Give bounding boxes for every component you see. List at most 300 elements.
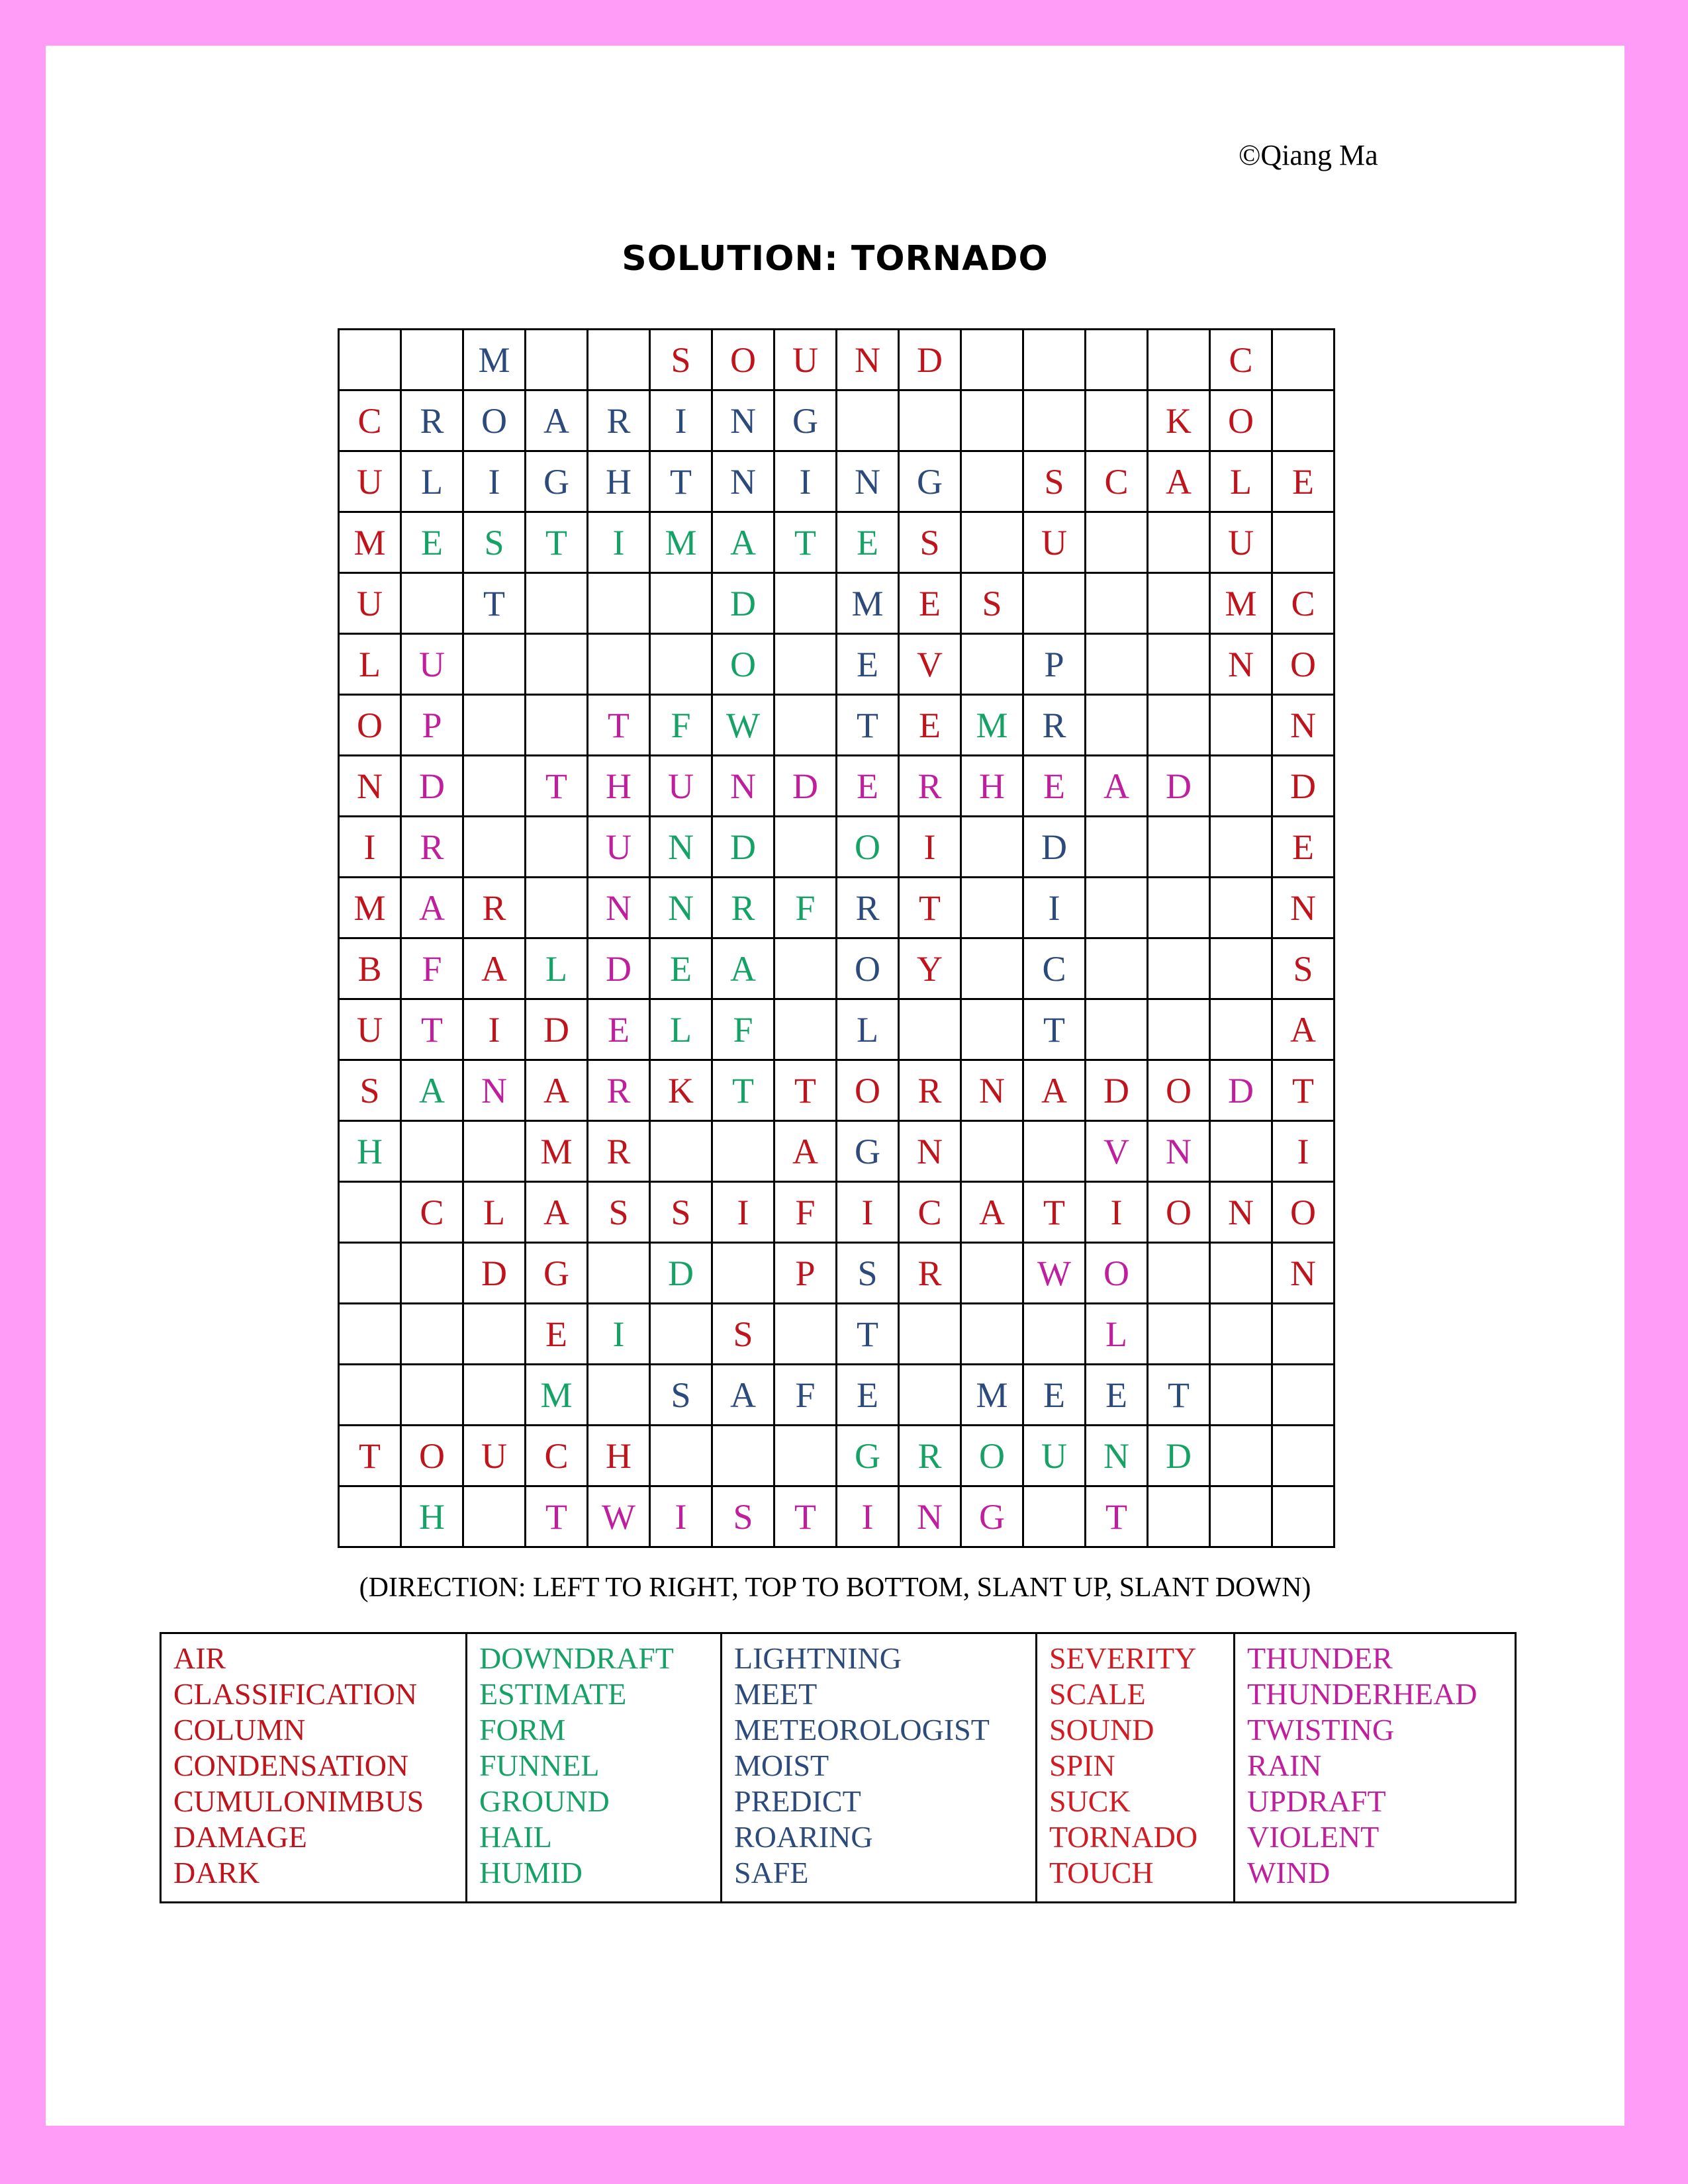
word-bank-word: SEVERITY <box>1049 1641 1197 1675</box>
grid-cell <box>526 817 588 878</box>
grid-cell <box>401 1243 463 1304</box>
grid-cell: E <box>899 695 961 756</box>
grid-cell: M <box>650 512 712 573</box>
word-bank-word: MEET <box>734 1677 818 1711</box>
grid-cell: S <box>712 1304 774 1365</box>
grid-cell: E <box>650 938 712 999</box>
word-bank-word: MOIST <box>734 1749 829 1782</box>
grid-cell: R <box>588 1121 650 1182</box>
grid-cell <box>1210 999 1272 1060</box>
grid-cell <box>526 634 588 695</box>
grid-cell <box>1023 573 1086 634</box>
grid-cell: D <box>1086 1060 1148 1121</box>
grid-cell: A <box>526 390 588 451</box>
grid-row <box>339 390 1335 451</box>
grid-cell <box>1272 1365 1335 1426</box>
grid-cell <box>961 999 1023 1060</box>
grid-cell <box>588 1243 650 1304</box>
grid-cell: P <box>401 695 463 756</box>
grid-cell: D <box>526 999 588 1060</box>
grid-cell <box>339 1365 401 1426</box>
grid-cell: P <box>774 1243 837 1304</box>
grid-cell <box>961 878 1023 938</box>
grid-cell: L <box>837 999 899 1060</box>
word-bank-word: FORM <box>479 1713 566 1747</box>
grid-cell: M <box>1210 573 1272 634</box>
grid-cell: S <box>1272 938 1335 999</box>
grid-cell <box>1086 817 1148 878</box>
grid-cell: N <box>1272 695 1335 756</box>
grid-cell: M <box>463 330 526 390</box>
grid-cell: S <box>339 1060 401 1121</box>
grid-cell: G <box>961 1486 1023 1547</box>
grid-cell: D <box>1148 756 1210 817</box>
grid-row <box>339 1304 1335 1365</box>
grid-cell <box>774 1304 837 1365</box>
grid-cell <box>1210 695 1272 756</box>
grid-cell: H <box>339 1121 401 1182</box>
grid-cell <box>774 999 837 1060</box>
grid-row <box>339 695 1335 756</box>
word-bank-column-5 <box>1235 1633 1516 1903</box>
grid-cell <box>1086 695 1148 756</box>
grid-cell: D <box>1023 817 1086 878</box>
grid-cell <box>1210 756 1272 817</box>
grid-cell: I <box>588 512 650 573</box>
grid-cell: V <box>1086 1121 1148 1182</box>
grid-cell: A <box>1086 756 1148 817</box>
grid-cell <box>339 1243 401 1304</box>
grid-cell: R <box>463 878 526 938</box>
grid-cell: I <box>899 817 961 878</box>
grid-cell <box>961 512 1023 573</box>
word-bank-word: ESTIMATE <box>479 1677 627 1711</box>
grid-cell <box>463 817 526 878</box>
grid-cell: N <box>1086 1426 1148 1486</box>
grid-cell <box>401 1304 463 1365</box>
grid-cell: G <box>837 1121 899 1182</box>
grid-cell: T <box>1272 1060 1335 1121</box>
grid-cell <box>526 878 588 938</box>
grid-cell <box>650 634 712 695</box>
grid-cell <box>588 1365 650 1426</box>
grid-cell: H <box>588 756 650 817</box>
grid-cell <box>1210 1486 1272 1547</box>
grid-cell: N <box>899 1121 961 1182</box>
grid-cell: N <box>1272 878 1335 938</box>
grid-row <box>339 999 1335 1060</box>
grid-cell <box>1272 512 1335 573</box>
grid-cell: T <box>1086 1486 1148 1547</box>
word-bank-column-2 <box>467 1633 722 1903</box>
grid-cell: I <box>837 1486 899 1547</box>
grid-cell <box>1086 573 1148 634</box>
grid-cell: C <box>401 1182 463 1243</box>
grid-cell <box>401 1121 463 1182</box>
grid-cell: N <box>1210 634 1272 695</box>
grid-cell: C <box>1210 330 1272 390</box>
grid-cell: U <box>1210 512 1272 573</box>
word-bank-word: GROUND <box>479 1784 610 1818</box>
grid-row <box>339 756 1335 817</box>
grid-cell: G <box>774 390 837 451</box>
grid-cell <box>1086 999 1148 1060</box>
grid-cell <box>463 695 526 756</box>
grid-cell: L <box>650 999 712 1060</box>
grid-cell: E <box>1086 1365 1148 1426</box>
grid-cell: R <box>899 756 961 817</box>
grid-cell <box>961 938 1023 999</box>
grid-cell <box>1086 634 1148 695</box>
grid-cell: I <box>712 1182 774 1243</box>
grid-cell: S <box>650 330 712 390</box>
grid-cell: W <box>1023 1243 1086 1304</box>
grid-cell: A <box>1272 999 1335 1060</box>
word-bank-word: METEOROLOGIST <box>734 1713 990 1747</box>
grid-cell <box>588 634 650 695</box>
grid-cell <box>463 1365 526 1426</box>
grid-cell <box>961 817 1023 878</box>
grid-cell <box>1086 512 1148 573</box>
grid-cell <box>650 1304 712 1365</box>
grid-cell: N <box>650 878 712 938</box>
grid-cell <box>961 1304 1023 1365</box>
grid-cell <box>774 1426 837 1486</box>
grid-cell: D <box>712 573 774 634</box>
grid-cell <box>1148 330 1210 390</box>
grid-cell <box>1210 1304 1272 1365</box>
grid-cell <box>712 1121 774 1182</box>
grid-cell: N <box>899 1486 961 1547</box>
grid-cell: I <box>1023 878 1086 938</box>
grid-cell <box>1210 878 1272 938</box>
grid-cell: A <box>401 878 463 938</box>
direction-note: (DIRECTION: LEFT TO RIGHT, TOP TO BOTTOM, SLANT UP, SLANT DOWN) <box>359 1572 1311 1603</box>
grid-cell <box>899 1304 961 1365</box>
grid-cell: R <box>899 1426 961 1486</box>
grid-cell: D <box>463 1243 526 1304</box>
grid-cell: I <box>650 1486 712 1547</box>
word-bank-word: THUNDERHEAD <box>1247 1677 1477 1711</box>
grid-cell: U <box>1023 1426 1086 1486</box>
grid-cell: D <box>774 756 837 817</box>
word-bank-word: UPDRAFT <box>1247 1784 1386 1818</box>
word-bank-column-4 <box>1037 1633 1235 1903</box>
grid-cell: E <box>837 1365 899 1426</box>
grid-cell: G <box>526 451 588 512</box>
grid-cell: F <box>401 938 463 999</box>
grid-cell: N <box>650 817 712 878</box>
grid-cell <box>526 695 588 756</box>
grid-cell: T <box>401 999 463 1060</box>
grid-row <box>339 634 1335 695</box>
word-bank-word: WIND <box>1247 1856 1331 1889</box>
grid-cell: T <box>712 1060 774 1121</box>
grid-cell <box>588 573 650 634</box>
grid-cell: I <box>1086 1182 1148 1243</box>
grid-cell: O <box>1148 1182 1210 1243</box>
grid-cell: N <box>712 451 774 512</box>
word-bank-word: THUNDER <box>1247 1641 1393 1675</box>
grid-cell: T <box>526 756 588 817</box>
grid-cell: U <box>339 573 401 634</box>
grid-cell <box>1148 1243 1210 1304</box>
grid-cell <box>1210 1365 1272 1426</box>
grid-cell: H <box>401 1486 463 1547</box>
grid-row <box>339 330 1335 390</box>
grid-cell: T <box>526 1486 588 1547</box>
grid-cell: N <box>339 756 401 817</box>
grid-cell <box>463 756 526 817</box>
grid-cell: M <box>526 1121 588 1182</box>
grid-row <box>339 512 1335 573</box>
grid-cell: I <box>463 999 526 1060</box>
grid-cell: A <box>526 1182 588 1243</box>
grid-cell <box>401 1365 463 1426</box>
grid-cell: S <box>463 512 526 573</box>
grid-cell: N <box>1272 1243 1335 1304</box>
grid-cell: F <box>774 878 837 938</box>
word-bank-word: LIGHTNING <box>734 1641 902 1675</box>
grid-cell: D <box>650 1243 712 1304</box>
grid-row <box>339 573 1335 634</box>
word-bank-word: CONDENSATION <box>173 1749 409 1782</box>
grid-cell: T <box>588 695 650 756</box>
grid-cell: T <box>1148 1365 1210 1426</box>
grid-cell: O <box>837 1060 899 1121</box>
grid-cell <box>961 390 1023 451</box>
grid-cell: N <box>712 756 774 817</box>
grid-cell: A <box>712 512 774 573</box>
grid-cell: T <box>339 1426 401 1486</box>
word-bank-word: TORNADO <box>1049 1820 1198 1854</box>
grid-cell <box>339 330 401 390</box>
grid-cell <box>961 634 1023 695</box>
grid-cell: I <box>339 817 401 878</box>
grid-row <box>339 938 1335 999</box>
grid-cell <box>899 1365 961 1426</box>
grid-cell: E <box>588 999 650 1060</box>
word-bank-word: DAMAGE <box>173 1820 307 1854</box>
grid-cell: T <box>837 695 899 756</box>
grid-cell: O <box>837 938 899 999</box>
grid-cell: A <box>774 1121 837 1182</box>
grid-cell: A <box>1148 451 1210 512</box>
word-bank-column-3 <box>722 1633 1037 1903</box>
grid-cell <box>1023 330 1086 390</box>
word-bank-word: RAIN <box>1247 1749 1322 1782</box>
grid-row <box>339 878 1335 938</box>
grid-cell: S <box>650 1365 712 1426</box>
grid-cell: T <box>650 451 712 512</box>
grid-row <box>339 817 1335 878</box>
word-bank-word: VIOLENT <box>1247 1820 1380 1854</box>
grid-cell <box>1272 1426 1335 1486</box>
grid-cell <box>774 938 837 999</box>
grid-cell: C <box>899 1182 961 1243</box>
grid-cell <box>899 999 961 1060</box>
grid-cell <box>1272 1486 1335 1547</box>
grid-cell: L <box>1086 1304 1148 1365</box>
grid-cell <box>1023 1486 1086 1547</box>
grid-row <box>339 1486 1335 1547</box>
grid-cell: F <box>712 999 774 1060</box>
grid-cell <box>463 634 526 695</box>
grid-cell <box>774 817 837 878</box>
grid-cell <box>712 1426 774 1486</box>
grid-cell <box>1148 817 1210 878</box>
grid-cell <box>961 1243 1023 1304</box>
grid-cell: I <box>1272 1121 1335 1182</box>
grid-cell: O <box>463 390 526 451</box>
grid-cell <box>463 1121 526 1182</box>
word-bank-word: COLUMN <box>173 1713 306 1747</box>
grid-cell: N <box>712 390 774 451</box>
grid-cell: S <box>588 1182 650 1243</box>
grid-cell: D <box>401 756 463 817</box>
word-bank-column-1 <box>161 1633 467 1903</box>
grid-cell <box>401 330 463 390</box>
grid-cell: L <box>526 938 588 999</box>
grid-cell <box>961 451 1023 512</box>
grid-cell: R <box>899 1060 961 1121</box>
grid-cell: V <box>899 634 961 695</box>
grid-cell: O <box>1210 390 1272 451</box>
grid-cell <box>837 390 899 451</box>
grid-cell <box>339 1304 401 1365</box>
grid-cell <box>526 330 588 390</box>
grid-cell: M <box>961 695 1023 756</box>
word-bank-word: PREDICT <box>734 1784 861 1818</box>
word-bank-word: ROARING <box>734 1820 873 1854</box>
grid-cell: S <box>712 1486 774 1547</box>
grid-row <box>339 1060 1335 1121</box>
grid-cell <box>899 390 961 451</box>
word-bank <box>160 1632 1517 1903</box>
grid-row <box>339 1365 1335 1426</box>
word-bank-word: SPIN <box>1049 1749 1115 1782</box>
grid-cell: T <box>1023 1182 1086 1243</box>
grid-cell <box>650 1426 712 1486</box>
grid-cell: L <box>1210 451 1272 512</box>
grid-cell: T <box>1023 999 1086 1060</box>
grid-cell: O <box>339 695 401 756</box>
grid-cell: N <box>837 451 899 512</box>
grid-cell: O <box>1272 1182 1335 1243</box>
grid-cell <box>463 1304 526 1365</box>
grid-cell: E <box>401 512 463 573</box>
word-bank-word: HAIL <box>479 1820 552 1854</box>
grid-cell: S <box>899 512 961 573</box>
grid-cell: E <box>837 512 899 573</box>
grid-cell: L <box>339 634 401 695</box>
grid-cell <box>401 573 463 634</box>
grid-cell: E <box>526 1304 588 1365</box>
grid-cell: U <box>1023 512 1086 573</box>
grid-cell: H <box>588 1426 650 1486</box>
grid-cell <box>1148 634 1210 695</box>
grid-cell <box>1210 1243 1272 1304</box>
grid-cell: H <box>961 756 1023 817</box>
grid-cell <box>1148 573 1210 634</box>
grid-cell <box>650 573 712 634</box>
grid-cell: O <box>1086 1243 1148 1304</box>
grid-cell: F <box>774 1365 837 1426</box>
worksheet-page <box>46 46 1624 2126</box>
grid-cell: O <box>1148 1060 1210 1121</box>
grid-cell: I <box>463 451 526 512</box>
grid-cell: M <box>339 512 401 573</box>
word-bank-word: SUCK <box>1049 1784 1131 1818</box>
grid-cell: U <box>774 330 837 390</box>
grid-cell <box>1210 817 1272 878</box>
grid-cell <box>774 634 837 695</box>
grid-cell <box>961 330 1023 390</box>
grid-cell: S <box>837 1243 899 1304</box>
grid-cell: R <box>712 878 774 938</box>
grid-cell: R <box>401 390 463 451</box>
word-bank-word: HUMID <box>479 1856 583 1889</box>
grid-cell <box>1148 695 1210 756</box>
grid-cell: D <box>1272 756 1335 817</box>
grid-cell: O <box>961 1426 1023 1486</box>
grid-cell: K <box>1148 390 1210 451</box>
grid-cell: N <box>1210 1182 1272 1243</box>
grid-cell <box>712 1243 774 1304</box>
grid-cell: F <box>650 695 712 756</box>
grid-cell <box>1272 1304 1335 1365</box>
grid-cell <box>1023 1304 1086 1365</box>
grid-cell: A <box>712 1365 774 1426</box>
grid-cell: G <box>899 451 961 512</box>
word-bank-word: DARK <box>173 1856 260 1889</box>
grid-cell: B <box>339 938 401 999</box>
grid-cell: N <box>588 878 650 938</box>
grid-cell <box>1023 390 1086 451</box>
grid-cell <box>1148 999 1210 1060</box>
word-bank-word: CLASSIFICATION <box>173 1677 418 1711</box>
grid-cell <box>1086 878 1148 938</box>
grid-cell: C <box>1272 573 1335 634</box>
grid-cell: P <box>1023 634 1086 695</box>
grid-cell: O <box>837 817 899 878</box>
grid-cell <box>1210 1121 1272 1182</box>
grid-cell: C <box>1023 938 1086 999</box>
grid-cell <box>650 1121 712 1182</box>
grid-cell <box>339 1182 401 1243</box>
grid-cell <box>961 1121 1023 1182</box>
word-bank-word: TOUCH <box>1049 1856 1154 1889</box>
grid-row <box>339 1182 1335 1243</box>
grid-cell: E <box>837 634 899 695</box>
grid-cell: Y <box>899 938 961 999</box>
grid-cell: S <box>1023 451 1086 512</box>
word-bank-word: FUNNEL <box>479 1749 600 1782</box>
grid-cell <box>588 330 650 390</box>
grid-row <box>339 1121 1335 1182</box>
grid-cell: W <box>588 1486 650 1547</box>
grid-cell <box>1148 1486 1210 1547</box>
grid-cell: M <box>339 878 401 938</box>
grid-cell: L <box>401 451 463 512</box>
grid-cell <box>774 695 837 756</box>
grid-cell: E <box>1023 1365 1086 1426</box>
grid-cell <box>1086 938 1148 999</box>
grid-cell <box>1148 512 1210 573</box>
grid-cell <box>1023 1121 1086 1182</box>
grid-cell: U <box>401 634 463 695</box>
grid-cell: N <box>463 1060 526 1121</box>
